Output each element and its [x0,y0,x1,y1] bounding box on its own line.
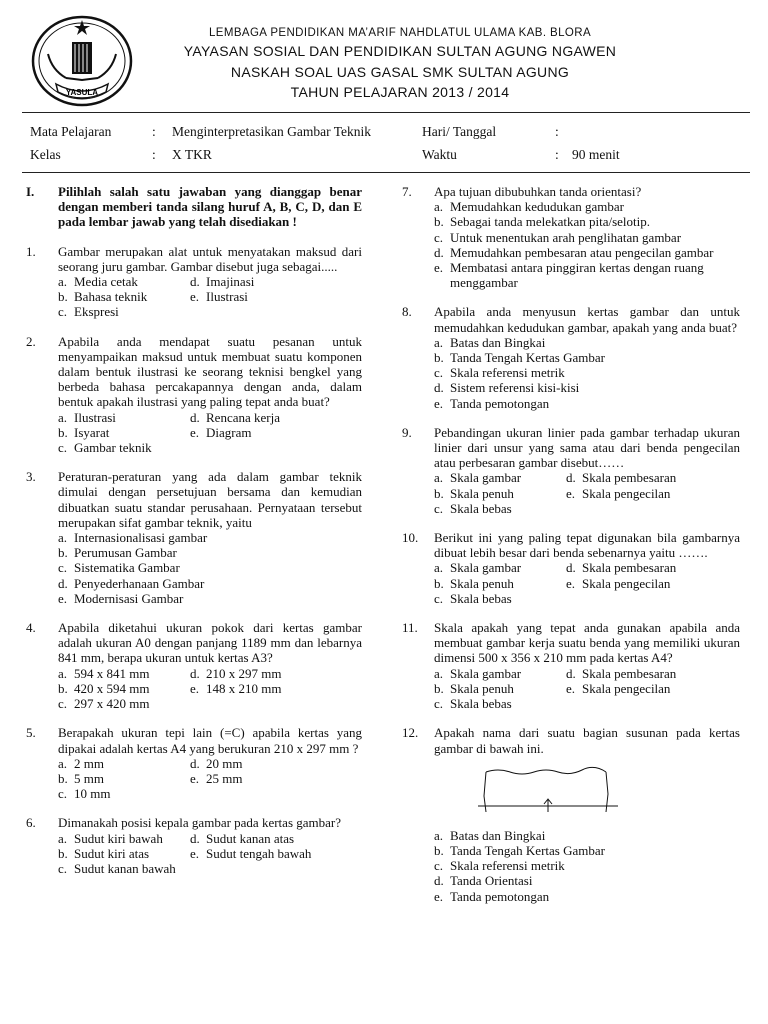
options [58,666,362,712]
answer-option [434,470,566,485]
option-letter: e. [58,590,68,606]
question-item [26,334,362,456]
option-text: Batas dan Bingkai [450,827,546,843]
option-letter: b. [434,350,444,366]
option-letter: d. [566,665,576,681]
option-letter: c. [434,365,444,381]
header-line-4: TAHUN PELAJARAN 2013 / 2014 [290,84,510,100]
answer-option [434,260,740,290]
option-text: Skala pembesaran [582,470,677,486]
answer-option [58,425,190,440]
time-value: 90 menit [572,147,620,162]
option-letter: e. [190,680,200,696]
option-letter: c. [434,229,444,245]
answer-option [434,335,740,350]
option-letter: b. [58,770,68,786]
answer-option [566,486,670,501]
day-label: Hari/ Tanggal [422,124,497,139]
option-text: Sistem referensi kisi-kisi [450,380,580,396]
answer-option [58,530,362,545]
answer-option [434,350,740,365]
answer-option [190,666,281,681]
option-row [434,666,740,681]
option-letter: d. [434,244,444,260]
option-row [58,771,362,786]
question-text: Apakah nama dari suatu bagian susunan pada kertas gambar di bawah ini. [434,725,740,756]
option-letter: d. [434,873,444,889]
answer-option [58,410,190,425]
option-text: 10 mm [74,786,111,802]
question-text: Apabila anda mendapat suatu pesanan untuk menyampaikan maksud untuk membuat suatu komponen dalam bentuk ilustrasi ke seorang teknisi bengkel yang berbeda bahasa percakapannya dengan anda, dalam bentuk apakah ilustrasi yang paling tepat anda buat? [58,333,362,410]
option-text: Ilustrasi [74,409,116,425]
question-number: 3. [26,469,36,485]
answer-option [566,470,676,485]
option-text: 20 mm [206,755,243,771]
options [434,199,740,290]
option-letter: a. [58,830,68,846]
option-row [58,410,362,425]
option-text: Gambar teknik [74,440,152,456]
option-letter: d. [190,409,200,425]
header-line-2: YAYASAN SOSIAL DAN PENDIDIKAN SULTAN AGUNG NGAWEN [183,43,617,59]
answer-option [434,199,740,214]
option-text: Tanda Tengah Kertas Gambar [450,350,605,366]
option-text: Skala penuh [450,485,514,501]
answer-option [190,756,242,771]
header-line-3: NASKAH SOAL UAS GASAL SMK SULTAN AGUNG [230,64,570,80]
answer-option [58,440,362,455]
answer-option [434,828,740,843]
option-text: Ilustrasi [206,289,248,305]
left-column [26,184,362,890]
option-letter: d. [566,560,576,576]
question-item [26,469,362,606]
answer-option [58,576,362,591]
option-text: Skala pembesaran [582,665,677,681]
answer-option [58,786,362,801]
answer-option [190,289,248,304]
answer-option [434,560,566,575]
option-text: 420 x 594 mm [74,680,150,696]
answer-option [190,846,311,861]
option-letter: c. [58,860,68,876]
options [58,756,362,802]
options [434,828,740,904]
option-text: Skala pembesaran [582,560,677,576]
option-text: Skala gambar [450,470,522,486]
question-text: Pebandingan ukuran linier pada gambar terhadap ukuran linier dari unsur yang sama atau dari benda pengecilan atau perbesaran gambar disebut…… [434,424,740,471]
option-letter: b. [58,545,68,561]
answer-option [58,771,190,786]
question-number: 8. [402,304,412,320]
option-text: Ekspresi [74,304,119,320]
answer-option [434,889,740,904]
answer-option [434,666,566,681]
subject-value: Menginterpretasikan Gambar Teknik [172,124,371,139]
question-item [402,184,740,290]
colon: : [555,124,559,139]
question-item [402,530,740,606]
answer-option [434,591,740,606]
option-text: Skala pengecilan [582,680,671,696]
option-row [434,470,740,485]
option-letter: a. [434,665,444,681]
answer-option [58,304,362,319]
answer-option [190,681,281,696]
option-row [58,846,362,861]
answer-option [566,666,676,681]
option-letter: a. [58,530,68,546]
option-letter: a. [58,409,68,425]
answer-option [190,831,294,846]
option-letter: c. [58,440,68,456]
answer-option [434,873,740,888]
option-letter: d. [58,575,68,591]
question-number: 5. [26,725,36,741]
option-text: Skala gambar [450,665,522,681]
logo-text: YASULA [65,88,99,97]
option-text: Skala bebas [450,590,512,606]
option-letter: e. [566,485,576,501]
options [434,560,740,606]
option-letter: a. [58,755,68,771]
answer-option [434,380,740,395]
question-text: Gambar merupakan alat untuk menyatakan maksud dari seorang juru gambar. Gambar disebut juga sebagai..... [58,243,362,274]
option-row [434,576,740,591]
answer-option [190,425,251,440]
answer-option [434,681,566,696]
question-number: 4. [26,620,36,636]
option-letter: b. [434,842,444,858]
answer-option [58,696,362,711]
answer-option [434,396,740,411]
option-text: Sudut kanan bawah [74,860,176,876]
option-letter: e. [190,845,200,861]
option-text: Skala pengecilan [582,485,671,501]
option-text: Penyederhanaan Gambar [74,575,205,591]
answer-option [58,560,362,575]
answer-option [434,486,566,501]
option-text: Tanda pemotongan [450,395,550,411]
answer-option [434,214,740,229]
answer-option [58,681,190,696]
option-text: Internasionalisasi gambar [74,530,208,546]
colon: : [152,124,156,139]
colon: : [555,147,559,162]
question-text: Apabila anda menyusun kertas gambar dan untuk memudahkan kedudukan gambar, apakah yang anda buat? [434,304,740,335]
option-text: Sudut kiri atas [74,845,150,861]
answer-option [434,245,740,260]
answer-option [190,274,254,289]
option-text: Sudut kiri bawah [74,830,163,846]
option-text: Diagram [206,424,252,440]
option-text: Skala bebas [450,696,512,712]
answer-option [58,274,190,289]
option-letter: d. [566,470,576,486]
option-row [434,681,740,696]
question-item [402,620,740,711]
option-letter: a. [58,274,68,290]
option-letter: c. [434,590,444,606]
answer-option [566,681,670,696]
option-row [58,274,362,289]
option-letter: c. [58,304,68,320]
question-number: 2. [26,333,36,349]
option-text: Isyarat [74,424,110,440]
question-item [26,815,362,876]
answer-option [434,230,740,245]
option-letter: b. [434,214,444,230]
answer-option [58,831,190,846]
question-number: 6. [26,815,36,831]
option-letter: a. [434,199,444,215]
answer-option [58,756,190,771]
option-letter: a. [434,560,444,576]
instructions-text: Pilihlah salah satu jawaban yang dianggap benar dengan memberi tanda silang huruf A, B, C, D, dan E pada lembar jawab yang telah disediakan ! [58,184,362,230]
answer-option [434,365,740,380]
answer-option [434,696,740,711]
option-row [58,425,362,440]
option-letter: b. [434,485,444,501]
options [434,666,740,712]
option-text: Media cetak [74,274,138,290]
option-letter: d. [190,274,200,290]
option-letter: a. [58,665,68,681]
question-item [26,244,362,320]
option-text: 25 mm [206,770,243,786]
options [58,274,362,320]
section-number: I. [26,184,35,199]
option-text: Perumusan Gambar [74,545,177,561]
options [58,831,362,877]
answer-option [190,771,242,786]
answer-option [434,576,566,591]
question-text: Dimanakah posisi kepala gambar pada kertas gambar? [58,815,341,831]
option-letter: b. [434,680,444,696]
option-text: 148 x 210 mm [206,680,282,696]
option-text: Untuk menentukan arah penglihatan gambar [450,229,682,245]
time-label: Waktu [422,147,457,162]
option-letter: b. [58,424,68,440]
option-text: Skala penuh [450,680,514,696]
option-letter: d. [190,830,200,846]
options [434,335,740,411]
option-letter: c. [434,696,444,712]
option-letter: b. [58,680,68,696]
option-text: Memudahkan pembesaran atau pengecilan gambar [450,244,714,260]
question-item [26,725,362,801]
answer-option [434,858,740,873]
option-letter: b. [58,845,68,861]
option-text: Batas dan Bingkai [450,334,546,350]
question-text: Apabila diketahui ukuran pokok dari kertas gambar adalah ukuran A0 dengan panjang 1189 mm dan lebarnya 841 mm, berapa ukuran untuk kertas A3? [58,620,362,666]
answer-option [58,846,190,861]
option-row [58,681,362,696]
header-rule [22,112,750,113]
option-row [434,560,740,575]
answer-option [566,560,676,575]
option-text: Imajinasi [206,274,255,290]
colon: : [152,147,156,162]
question-text: Skala apakah yang tepat anda gunakan apabila anda membuat gambar kerja suatu benda yang memiliki ukuran dimensi 500 x 356 x 210 mm pada kertas A4? [434,620,740,666]
option-letter: e. [190,424,200,440]
option-text: Sistematika Gambar [74,560,180,576]
answer-option [58,289,190,304]
option-text: Skala referensi metrik [450,858,565,874]
option-letter: e. [434,260,444,276]
option-text: 594 x 841 mm [74,665,150,681]
question-number: 12. [402,725,419,741]
option-row [434,486,740,501]
option-letter: c. [434,500,444,516]
question-item [402,304,740,410]
option-text: Tanda pemotongan [450,888,550,904]
option-row [58,666,362,681]
option-text: 297 x 420 mm [74,696,150,712]
header-line-1: LEMBAGA PENDIDIKAN MA’ARIF NAHDLATUL ULAMA KAB. BLORA [208,27,592,39]
answer-option [58,591,362,606]
question-item [402,425,740,516]
option-row [58,756,362,771]
question-item [402,725,740,903]
option-letter: a. [434,470,444,486]
option-letter: e. [566,680,576,696]
question-text: Berikut ini yang paling tepat digunakan bila gambarnya dibuat lebih besar dari benda sebenarnya yaitu ……. [434,530,740,561]
option-letter: b. [434,575,444,591]
right-column [402,184,740,918]
option-letter: d. [190,755,200,771]
option-letter: e. [190,770,200,786]
option-text: Skala pengecilan [582,575,671,591]
paper-edge-figure [478,766,618,822]
option-text: 210 x 297 mm [206,665,282,681]
meta-rule [22,172,750,173]
option-letter: e. [434,888,444,904]
option-letter: d. [190,665,200,681]
options [434,470,740,516]
class-label: Kelas [30,147,61,162]
question-number: 11. [402,620,418,636]
option-text: Memudahkan kedudukan gambar [450,199,625,215]
answer-option [58,545,362,560]
option-text: Tanda Tengah Kertas Gambar [450,842,605,858]
subject-label: Mata Pelajaran [30,124,112,139]
option-letter: b. [58,289,68,305]
option-text: Sudut kanan atas [206,830,295,846]
option-text: Tanda Orientasi [450,873,533,889]
option-text: Sebagai tanda melekatkan pita/selotip. [450,214,650,230]
option-letter: d. [434,380,444,396]
options [58,410,362,456]
option-letter: e. [190,289,200,305]
question-number: 9. [402,424,412,440]
question-number: 1. [26,243,36,259]
question-item [26,620,362,711]
options [58,530,362,606]
option-letter: a. [434,827,444,843]
option-text: Membatasi antara pinggiran kertas dengan ruang menggambar [450,260,704,291]
answer-option [434,501,740,516]
option-row [58,289,362,304]
question-text: Peraturan-peraturan yang ada dalam gambar teknik dimulai dengan persetujuan bersama dan kemudian dibuatkan suatu standar perusahaan. Pernyataan tersebut merupakan sifat gambar teknik, yaitu [58,469,362,530]
option-letter: c. [58,696,68,712]
option-row [58,831,362,846]
instructions [26,184,362,230]
option-letter: e. [566,575,576,591]
option-text: 5 mm [74,770,104,786]
option-letter: a. [434,334,444,350]
option-letter: c. [58,560,68,576]
answer-option [190,410,280,425]
option-text: 2 mm [74,755,104,771]
option-letter: c. [58,786,68,802]
answer-option [434,843,740,858]
option-text: Sudut tengah bawah [206,845,312,861]
question-number: 7. [402,184,412,199]
question-text: Apa tujuan dibubuhkan tanda orientasi? [434,184,642,199]
option-letter: e. [434,395,444,411]
question-text: Berapakah ukuran tepi lain (=C) apabila kertas yang dipakai adalah kertas A4 yang berukuran 210 x 297 mm ? [58,725,362,756]
question-number: 10. [402,530,419,546]
answer-option [58,666,190,681]
class-value: X TKR [172,147,212,162]
option-text: Skala referensi metrik [450,365,565,381]
answer-option [566,576,670,591]
option-text: Bahasa teknik [74,289,148,305]
option-letter: c. [434,858,444,874]
option-text: Skala penuh [450,575,514,591]
option-text: Skala gambar [450,560,522,576]
option-text: Modernisasi Gambar [74,590,184,606]
option-text: Rencana kerja [206,409,280,425]
answer-option [58,861,362,876]
option-text: Skala bebas [450,500,512,516]
